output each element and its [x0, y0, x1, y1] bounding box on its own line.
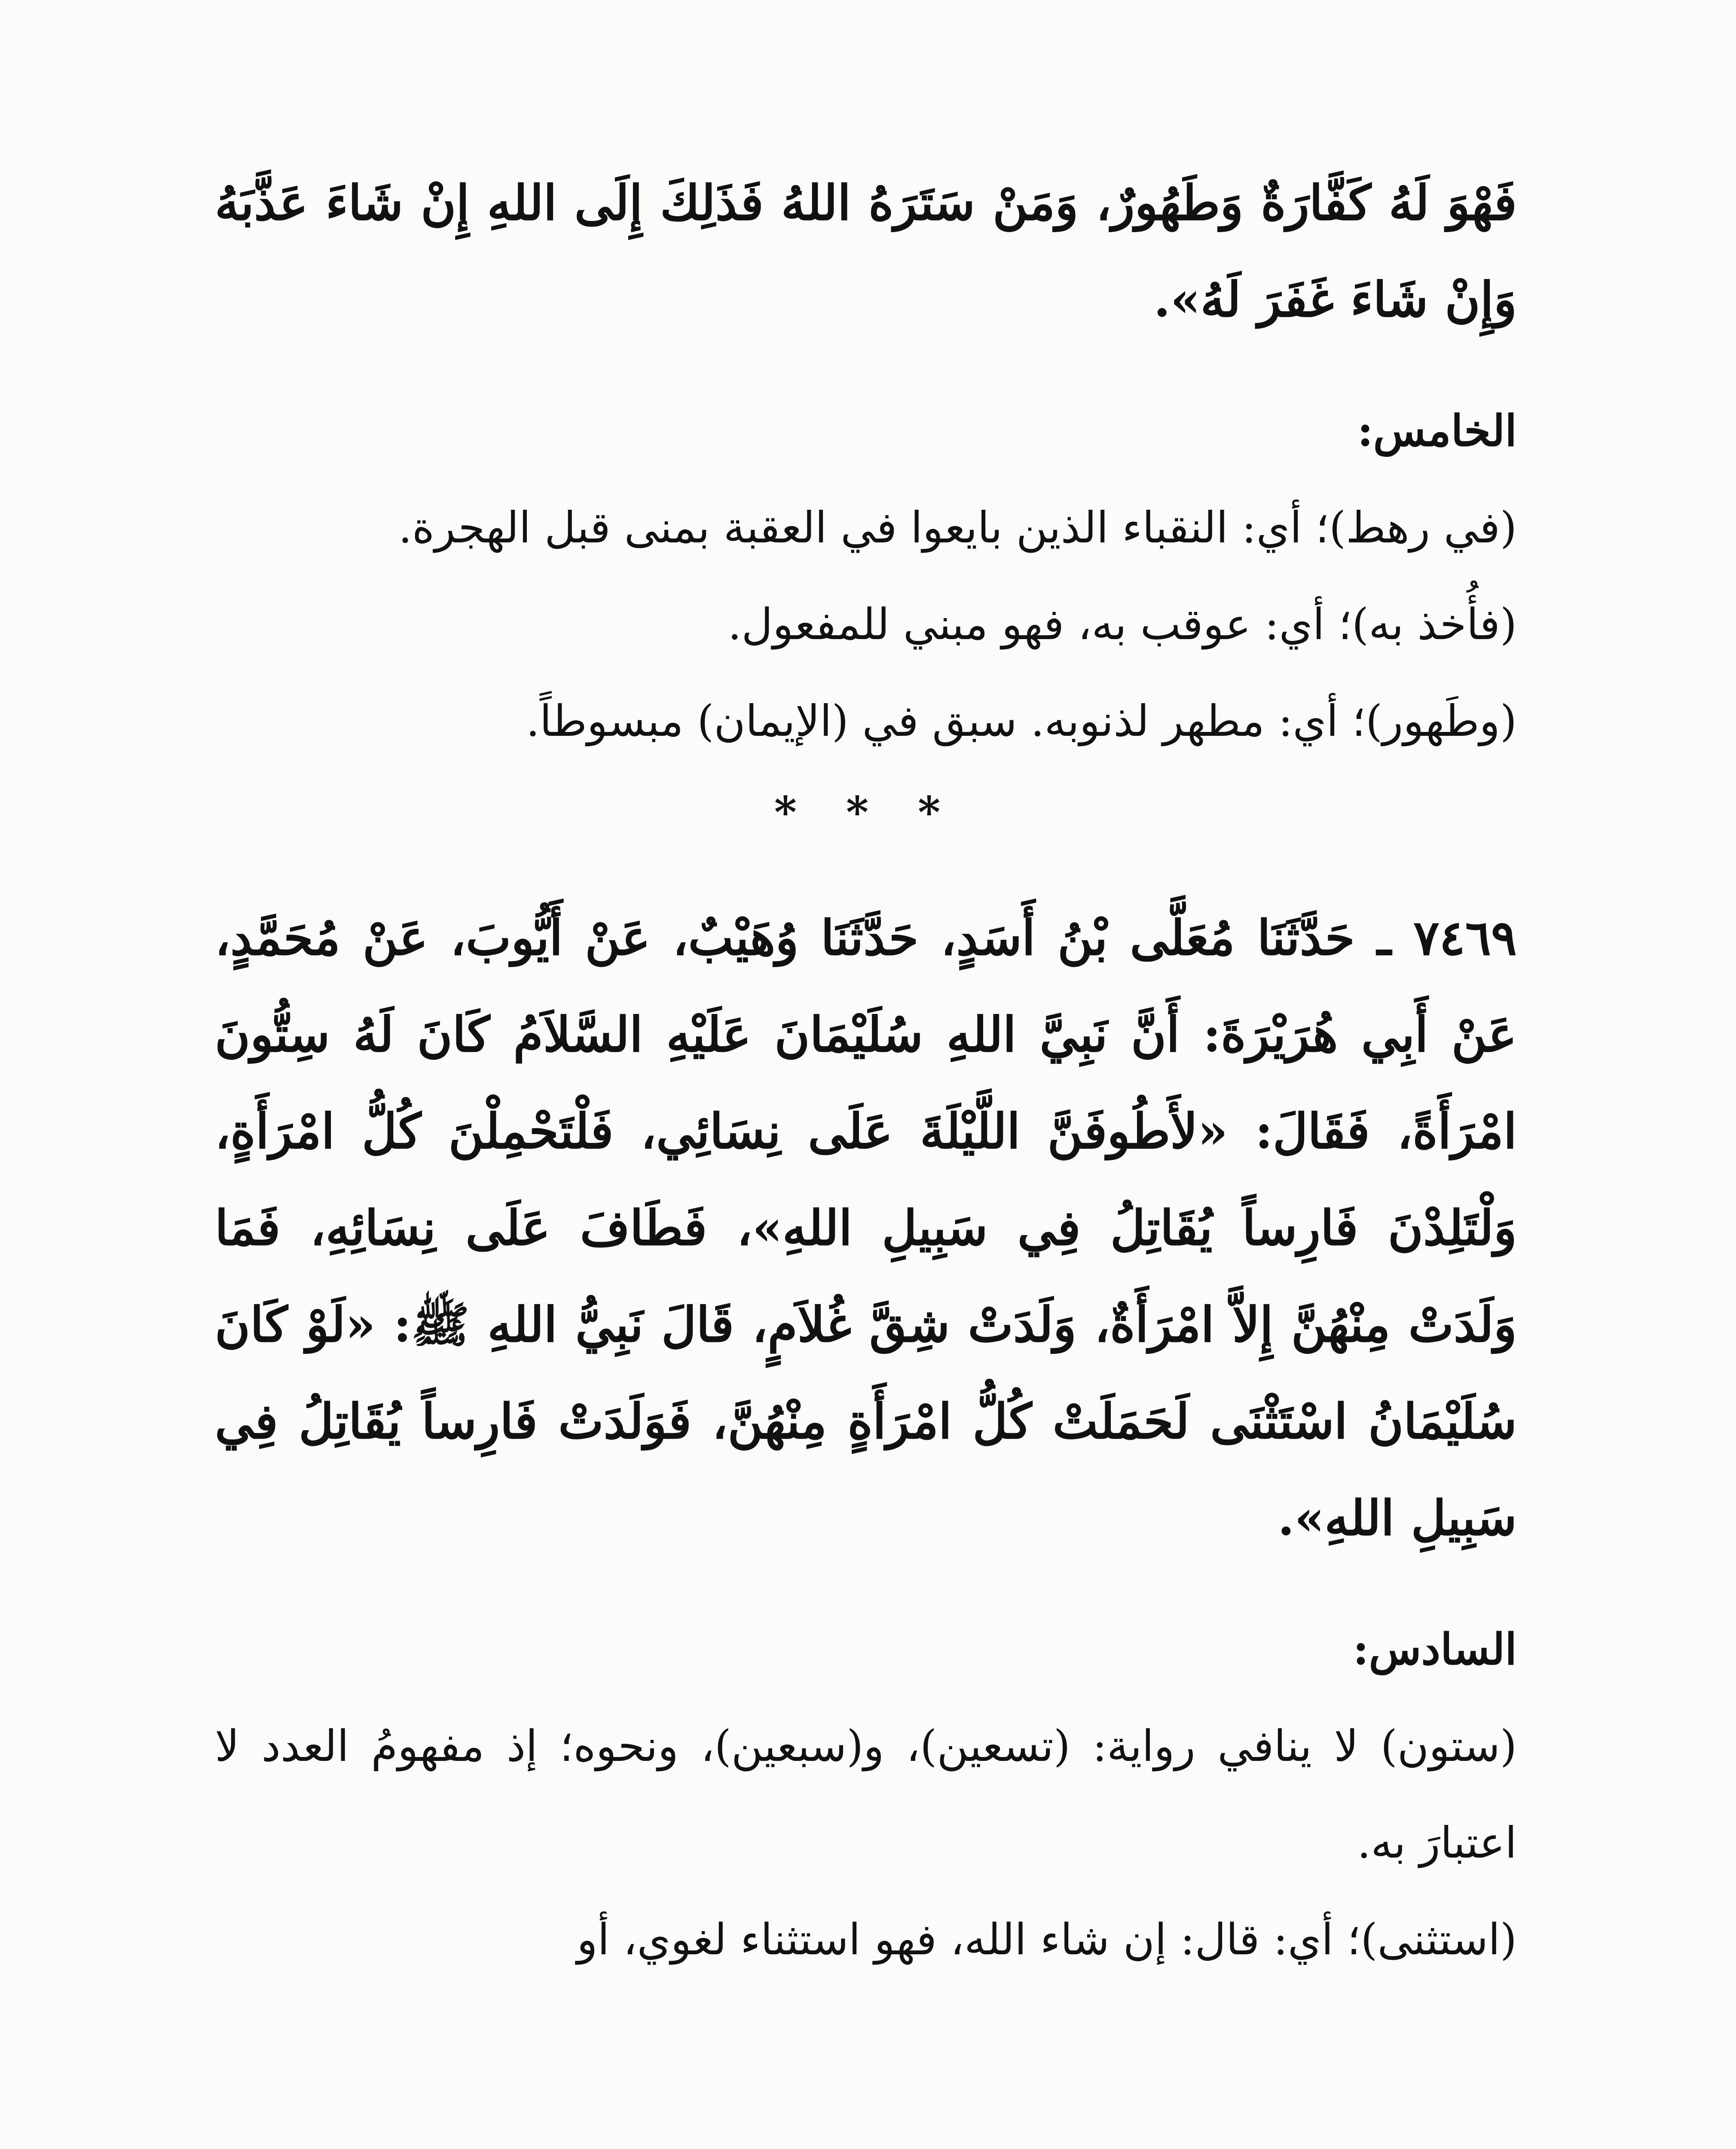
commentary-tahur: (وطَهور)؛ أي: مطهر لذنوبه. سبق في (الإيمان) مبسوطاً. — [526, 696, 1517, 746]
hadith-continuation: فَهْوَ لَهُ كَفَّارَةٌ وَطَهُورٌ، وَمَنْ سَتَرَهُ اللهُ فَذَلِكَ إِلَى اللهِ إِنْ شَاءَ عَذَّبَهُ وَإِنْ شَاءَ غَفَرَ لَهُ». — [215, 175, 1517, 328]
section-label-khamis: الخامس: — [1357, 405, 1517, 456]
commentary-ukhidha: (فأُخذ به)؛ أي: عوقب به، فهو مبني للمفعول. — [727, 599, 1517, 649]
section-separator: * * * — [774, 787, 958, 838]
commentary-raht: (في رهط)؛ أي: النقباء الذين بايعوا في العقبة بمنى قبل الهجرة. — [398, 502, 1517, 553]
spacer — [215, 1567, 1517, 1601]
page-body — [215, 155, 1517, 1988]
commentary-sittun: (ستون) لا ينافي رواية: (تسعين)، و(سبعين)، ونحوه؛ إذ مفهومُ العدد لا اعتبارَ به. — [215, 1721, 1517, 1868]
section-label-sadis: السادس: — [1353, 1624, 1517, 1675]
commentary-istathna: (استثنى)؛ أي: قال: إن شاء الله، فهو استثناء لغوي، أو — [577, 1914, 1517, 1965]
spacer — [215, 348, 1517, 383]
spacer — [215, 855, 1517, 890]
hadith-7469: ٧٤٦٩ ـ حَدَّثَنَا مُعَلَّى بْنُ أَسَدٍ، حَدَّثَنَا وُهَيْبٌ، عَنْ أَيُّوبَ، عَنْ مُحَمَّدٍ، عَنْ أَبِي هُرَيْرَةَ: أَنَّ نَبِيَّ اللهِ سُلَيْمَانَ عَلَيْهِ السَّلاَمُ كَانَ لَهُ سِتُّونَ امْرَأَةً، فَقَالَ: «لأَطُوفَنَّ اللَّيْلَةَ عَلَى نِسَائِي، فَلْتَحْمِلْنَ كُلُّ امْرَأَةٍ، وَلْتَلِدْنَ فَارِساً يُقَاتِلُ فِي سَبِيلِ اللهِ»، فَطَافَ عَلَى نِسَائِهِ، فَمَا وَلَدَتْ مِنْهُنَّ إِلاَّ امْرَأَةٌ، وَلَدَتْ شِقَّ غُلاَمٍ، قَالَ نَبِيُّ اللهِ ﷺ: «لَوْ كَانَ سُلَيْمَانُ اسْتَثْنَى لَحَمَلَتْ كُلُّ امْرَأَةٍ مِنْهُنَّ، فَوَلَدَتْ فَارِساً يُقَاتِلُ فِي سَبِيلِ اللهِ». — [215, 910, 1517, 1546]
